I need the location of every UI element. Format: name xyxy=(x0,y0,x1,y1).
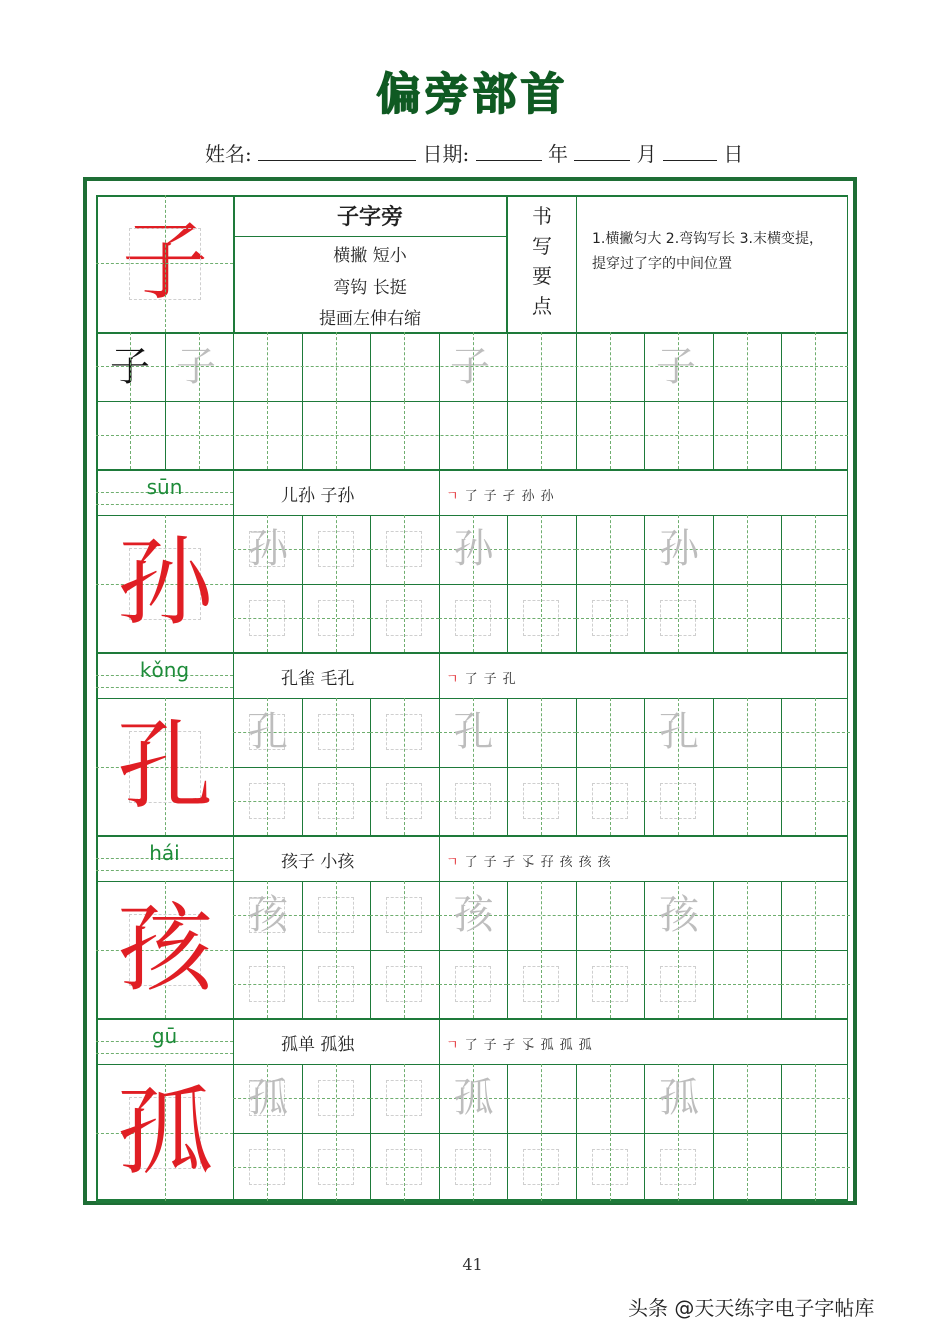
trace-box xyxy=(592,1149,628,1185)
date-label: 日期: xyxy=(422,142,470,166)
stroke-step: 孙 xyxy=(521,489,541,504)
year-field[interactable] xyxy=(476,142,542,161)
pinyin: gū xyxy=(151,1024,178,1048)
guide-line xyxy=(747,698,748,767)
guide-line xyxy=(747,515,748,584)
name-date-bar xyxy=(205,138,743,167)
guide-line xyxy=(199,401,200,470)
pinyin: hái xyxy=(149,841,180,865)
guide-line xyxy=(815,515,816,584)
stroke-step: 了 xyxy=(464,489,484,504)
trace-box xyxy=(318,531,354,567)
guide-line xyxy=(404,332,405,401)
guide-line xyxy=(747,950,748,1019)
name-label: 姓名: xyxy=(205,142,252,166)
trace-box xyxy=(318,966,354,1002)
guide-line xyxy=(747,767,748,836)
guide-line xyxy=(96,504,233,505)
page-title: 偏旁部首 xyxy=(376,69,569,120)
stroke-step: 孓 xyxy=(521,1038,541,1053)
grid-line xyxy=(165,332,166,469)
guide-line xyxy=(815,950,816,1019)
guide-line xyxy=(199,332,200,401)
trace-box xyxy=(592,966,628,1002)
grid-line xyxy=(233,195,235,332)
guide-line xyxy=(541,698,542,767)
grid-line xyxy=(576,332,577,469)
guide-line xyxy=(541,1064,542,1133)
trace-box xyxy=(318,783,354,819)
trace-character: 孙 xyxy=(659,526,699,572)
page-number: 41 xyxy=(462,1255,483,1274)
guide-line xyxy=(610,698,611,767)
stroke-step: 孓 xyxy=(521,855,541,870)
key-points-char: 写 xyxy=(532,234,552,258)
month-field[interactable] xyxy=(574,142,630,161)
grid-line xyxy=(506,195,508,332)
radical-feature: 横撇 短小 xyxy=(333,246,407,266)
model-character: 孩 xyxy=(117,893,213,1005)
stroke-step: ㄱ xyxy=(446,489,465,504)
trace-box xyxy=(523,600,559,636)
guide-line xyxy=(815,1133,816,1202)
trace-character: 孩 xyxy=(453,892,494,938)
trace-box xyxy=(592,783,628,819)
model-character: 孙 xyxy=(117,527,213,639)
key-points-text: 1.横撇匀大 2.弯钩写长 3.末横变提，提穿过了字的中间位置 xyxy=(592,231,823,272)
guide-line xyxy=(747,584,748,653)
trace-box xyxy=(523,1149,559,1185)
stroke-step: 孤 xyxy=(559,1038,579,1053)
trace-box xyxy=(386,531,422,567)
model-character: 孤 xyxy=(117,1076,213,1188)
grid-line xyxy=(439,332,440,469)
guide-line xyxy=(541,881,542,950)
model-character: 孔 xyxy=(117,710,213,822)
guide-line xyxy=(267,332,268,401)
guide-line xyxy=(815,584,816,653)
trace-character: 孤 xyxy=(659,1075,699,1121)
guide-line xyxy=(747,1133,748,1202)
trace-box xyxy=(386,966,422,1002)
grid-line xyxy=(781,332,782,469)
example-words: 儿孙 子孙 xyxy=(281,486,355,506)
stroke-step: 了 xyxy=(464,855,484,870)
guide-line xyxy=(610,515,611,584)
watermark: 头条 @天天练字电子字帖库 xyxy=(628,1296,875,1320)
guide-line xyxy=(473,401,474,470)
trace-box xyxy=(523,783,559,819)
grid-line xyxy=(96,652,848,654)
grid-line xyxy=(439,469,440,515)
grid-line xyxy=(439,1018,440,1064)
grid-line xyxy=(713,332,714,469)
grid-line xyxy=(644,332,645,469)
grid-line xyxy=(233,236,506,237)
stroke-step: 了 xyxy=(464,672,484,687)
guide-line xyxy=(610,401,611,470)
trace-box xyxy=(386,897,422,933)
guide-line xyxy=(610,881,611,950)
guide-line xyxy=(678,401,679,470)
key-points-label xyxy=(510,201,574,321)
year-label: 年 xyxy=(547,142,568,166)
trace-box xyxy=(249,1149,285,1185)
radical-trace: 子 xyxy=(176,344,216,390)
trace-box xyxy=(455,783,491,819)
stroke-step: 子 xyxy=(483,855,503,870)
guide-line xyxy=(815,332,816,401)
trace-box xyxy=(386,783,422,819)
stroke-step: 孤 xyxy=(540,1038,560,1053)
grid-line xyxy=(233,652,234,698)
guide-line xyxy=(610,1064,611,1133)
stroke-step: 了 xyxy=(464,1038,484,1053)
grid-line xyxy=(507,332,508,469)
trace-box xyxy=(386,600,422,636)
grid-line xyxy=(233,835,234,881)
trace-character: 孤 xyxy=(453,1075,494,1121)
worksheet-grid xyxy=(96,195,848,1199)
trace-box xyxy=(386,714,422,750)
pinyin: kǒng xyxy=(139,658,190,682)
trace-box xyxy=(318,897,354,933)
radical-feature: 弯钩 长挺 xyxy=(333,278,407,298)
guide-line xyxy=(747,332,748,401)
grid-line xyxy=(439,835,440,881)
grid-line xyxy=(96,835,848,837)
stroke-step: 子 xyxy=(483,489,503,504)
guide-line xyxy=(815,401,816,470)
trace-box xyxy=(455,600,491,636)
guide-line xyxy=(541,332,542,401)
radical-trace: 子 xyxy=(450,344,490,390)
trace-character: 孔 xyxy=(248,709,288,755)
trace-character: 孙 xyxy=(453,526,494,572)
stroke-step: 孩 xyxy=(597,855,617,870)
example-words: 孔雀 毛孔 xyxy=(281,669,355,689)
guide-line xyxy=(610,332,611,401)
guide-line xyxy=(130,332,131,401)
key-points-char: 点 xyxy=(532,294,552,318)
grid-line xyxy=(233,332,234,469)
trace-box xyxy=(249,966,285,1002)
guide-line xyxy=(96,1053,233,1054)
grid-line xyxy=(370,332,371,469)
radical-name: 子字旁 xyxy=(336,204,403,230)
trace-box xyxy=(129,228,201,300)
stroke-order xyxy=(446,668,522,687)
trace-box xyxy=(249,783,285,819)
grid-line xyxy=(439,652,440,698)
stroke-step: 孖 xyxy=(540,855,560,870)
guide-line xyxy=(747,881,748,950)
stroke-order xyxy=(446,851,617,870)
stroke-step: ㄱ xyxy=(446,1038,465,1053)
guide-line xyxy=(336,401,337,470)
trace-box xyxy=(386,1080,422,1116)
stroke-step: 子 xyxy=(483,1038,503,1053)
grid-line xyxy=(576,195,578,332)
trace-box xyxy=(660,600,696,636)
trace-character: 孔 xyxy=(659,709,699,755)
trace-box xyxy=(660,783,696,819)
stroke-step: 孤 xyxy=(578,1038,598,1053)
trace-box xyxy=(318,600,354,636)
stroke-step: 孩 xyxy=(559,855,579,870)
stroke-step: 孔 xyxy=(502,672,522,687)
stroke-step: 孑 xyxy=(502,1038,522,1053)
trace-box xyxy=(592,600,628,636)
trace-box xyxy=(249,600,285,636)
stroke-step: 孙 xyxy=(540,489,560,504)
name-field[interactable] xyxy=(258,142,416,161)
guide-line xyxy=(336,332,337,401)
radical-feature: 提画左伸右缩 xyxy=(319,309,421,329)
stroke-step: 孑 xyxy=(502,855,522,870)
trace-box xyxy=(455,966,491,1002)
stroke-step: 子 xyxy=(483,672,503,687)
key-points-char: 要 xyxy=(532,264,552,288)
radical-sample: 子 xyxy=(110,344,150,390)
example-words: 孤单 孤独 xyxy=(281,1035,355,1055)
trace-box xyxy=(523,966,559,1002)
trace-character: 孙 xyxy=(248,526,288,572)
stroke-step: ㄱ xyxy=(446,855,465,870)
grid-border xyxy=(96,195,98,1199)
trace-box xyxy=(318,1149,354,1185)
grid-border xyxy=(96,195,848,197)
key-points-char: 书 xyxy=(532,204,552,228)
radical-large: 子 xyxy=(122,212,208,312)
trace-box xyxy=(660,1149,696,1185)
guide-line xyxy=(130,401,131,470)
guide-line xyxy=(815,698,816,767)
trace-character: 孔 xyxy=(453,709,494,755)
stroke-order xyxy=(446,485,560,504)
guide-line xyxy=(96,870,233,871)
grid-line xyxy=(96,469,848,471)
day-label: 日 xyxy=(723,142,744,166)
grid-line xyxy=(96,1018,848,1020)
guide-line xyxy=(541,515,542,584)
trace-box xyxy=(318,1080,354,1116)
stroke-step: 孩 xyxy=(578,855,598,870)
grid-line xyxy=(302,332,303,469)
day-field[interactable] xyxy=(663,142,717,161)
grid-border xyxy=(847,195,849,1199)
guide-line xyxy=(815,881,816,950)
guide-line xyxy=(678,332,679,401)
guide-line xyxy=(473,332,474,401)
guide-line xyxy=(747,1064,748,1133)
trace-box xyxy=(455,1149,491,1185)
pinyin: sūn xyxy=(146,475,183,499)
example-words: 孩子 小孩 xyxy=(281,852,355,872)
guide-line xyxy=(404,401,405,470)
trace-character: 孩 xyxy=(659,892,699,938)
grid-line xyxy=(233,469,234,515)
stroke-step: 孑 xyxy=(502,489,522,504)
grid-line xyxy=(96,1201,848,1203)
month-label: 月 xyxy=(636,142,657,166)
trace-box xyxy=(660,966,696,1002)
guide-line xyxy=(267,401,268,470)
trace-box xyxy=(318,714,354,750)
guide-line xyxy=(541,401,542,470)
guide-line xyxy=(96,687,233,688)
stroke-step: ㄱ xyxy=(446,672,465,687)
guide-line xyxy=(815,1064,816,1133)
grid-line xyxy=(233,1018,234,1064)
guide-line xyxy=(747,401,748,470)
trace-box xyxy=(386,1149,422,1185)
guide-line xyxy=(815,767,816,836)
radical-trace: 子 xyxy=(656,344,696,390)
trace-character: 孩 xyxy=(248,892,288,938)
stroke-order xyxy=(446,1034,598,1053)
trace-character: 孤 xyxy=(248,1075,288,1121)
